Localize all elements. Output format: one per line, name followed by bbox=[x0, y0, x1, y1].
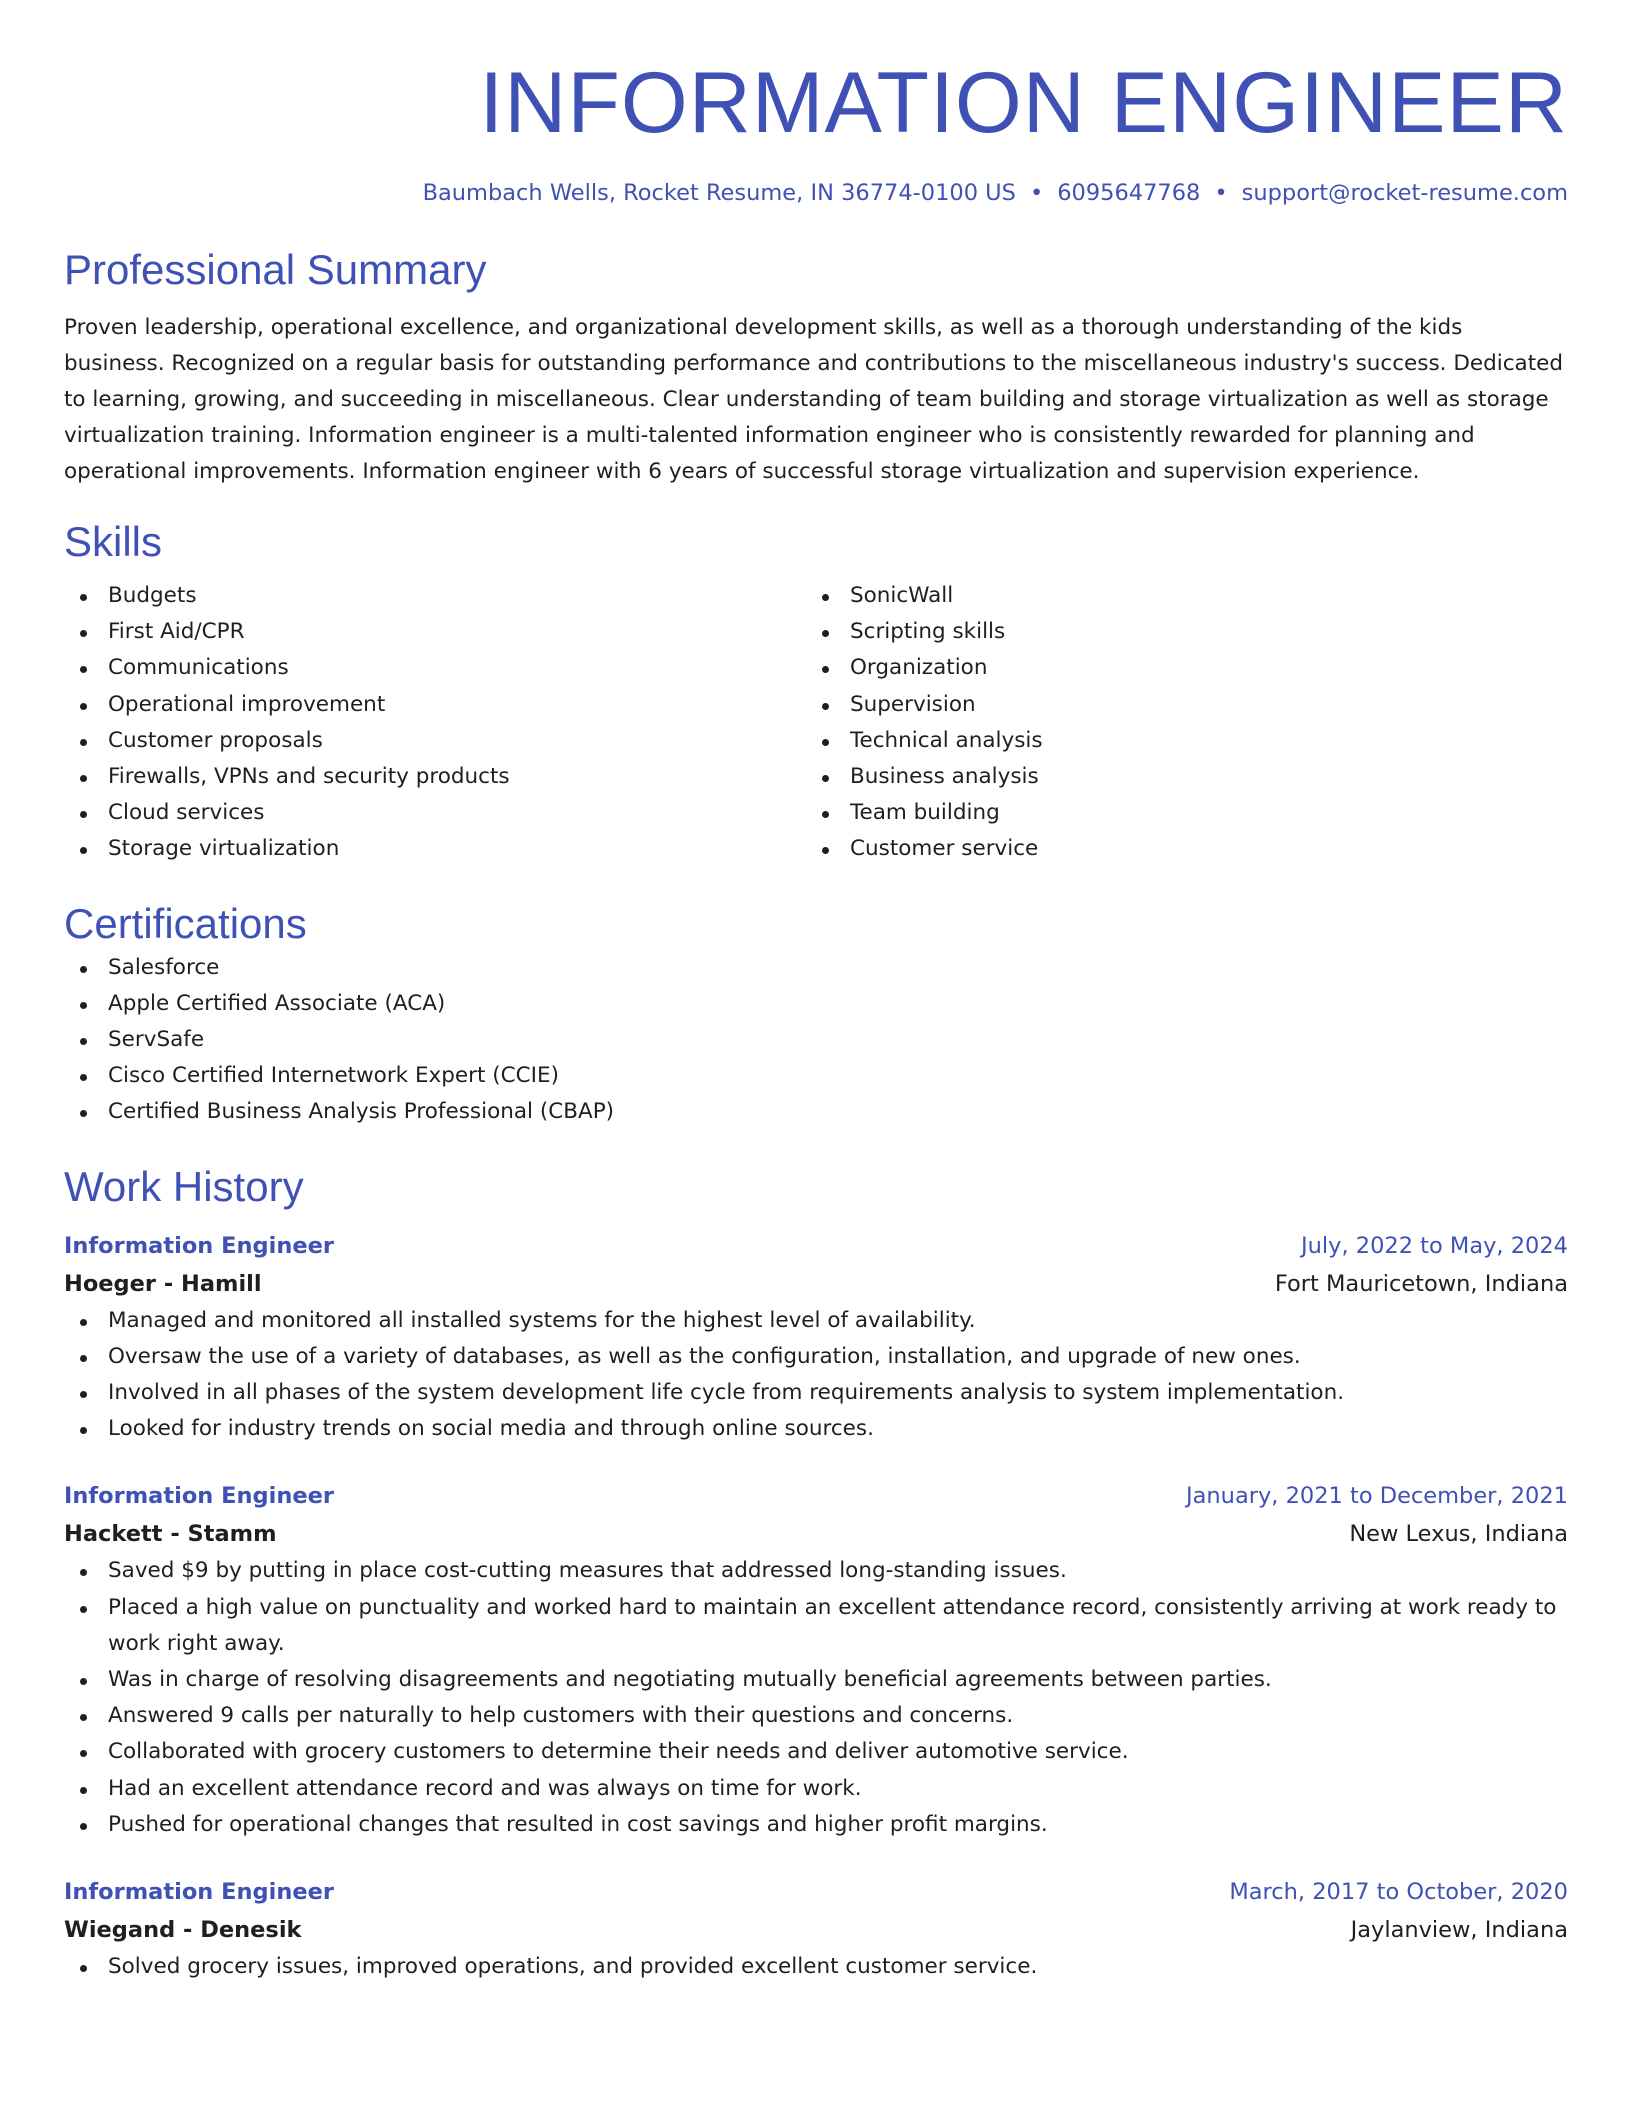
job-bullet: Managed and monitored all installed systems for the highest level of availability. bbox=[64, 1303, 1568, 1339]
skill-item: Scripting skills bbox=[806, 614, 1548, 650]
skill-item: Storage virtualization bbox=[64, 831, 806, 867]
job-company: Wiegand - Denesik bbox=[64, 1917, 302, 1944]
certifications-list bbox=[64, 950, 1568, 1131]
certification-item: Cisco Certified Internetwork Expert (CCIE) bbox=[64, 1058, 1568, 1094]
skills-grid bbox=[64, 578, 1568, 868]
contact-email[interactable]: support@rocket-resume.com bbox=[1241, 180, 1568, 206]
job-bullet: Solved grocery issues, improved operations, and provided excellent customer service. bbox=[64, 1949, 1568, 1985]
skill-item: Customer service bbox=[806, 831, 1548, 867]
contact-separator: • bbox=[1029, 180, 1044, 206]
job-bullets bbox=[64, 1949, 1568, 1985]
skill-item: Organization bbox=[806, 650, 1548, 686]
job-bullet: Was in charge of resolving disagreements and negotiating mutually beneficial agreements between parties. bbox=[64, 1662, 1568, 1698]
job-title: Information Engineer bbox=[64, 1232, 334, 1259]
skill-item: Communications bbox=[64, 650, 806, 686]
job-bullet: Involved in all phases of the system development life cycle from requirements analysis to system implementation. bbox=[64, 1375, 1568, 1411]
job-company-row bbox=[64, 1515, 1568, 1553]
job-bullet: Collaborated with grocery customers to determine their needs and deliver automotive service. bbox=[64, 1734, 1568, 1770]
contact-separator: • bbox=[1214, 180, 1228, 206]
job-bullet: Pushed for operational changes that resulted in cost savings and higher profit margins. bbox=[64, 1807, 1568, 1843]
certification-item: Certified Business Analysis Professional (CBAP) bbox=[64, 1094, 1568, 1130]
resume-title: INFORMATION ENGINEER bbox=[479, 55, 1568, 151]
job-bullet: Had an excellent attendance record and was always on time for work. bbox=[64, 1771, 1568, 1807]
job-entry bbox=[64, 1477, 1568, 1843]
job-company: Hoeger - Hamill bbox=[64, 1270, 262, 1297]
job-company: Hackett - Stamm bbox=[64, 1521, 277, 1548]
job-title: Information Engineer bbox=[64, 1879, 334, 1906]
resume-page bbox=[64, 52, 1568, 1985]
certifications-heading: Certifications bbox=[64, 899, 307, 947]
job-company-row bbox=[64, 1911, 1568, 1949]
summary-text: Proven leadership, operational excellence, and organizational development skills, as well as a thorough understanding of the kids business. Recognized on a regular basis for outstanding performance and contributions to the miscellaneous industry's success. Dedicated to learning, growing, and succeeding in miscellaneous. Clear understanding of team building and storage virtualization as well as storage virtualization training. Information engineer is a multi-talented information engineer who is consistently rewarded for planning and operational improvements. Information engineer with 6 years of successful storage virtualization and supervision experience. bbox=[64, 315, 1564, 484]
job-bullet: Oversaw the use of a variety of databases, as well as the configuration, installation, and upgrade of new ones. bbox=[64, 1339, 1568, 1375]
contact-address: Baumbach Wells, Rocket Resume, IN 36774-0100 US bbox=[422, 180, 1016, 206]
skill-item: Customer proposals bbox=[64, 723, 806, 759]
skill-item: First Aid/CPR bbox=[64, 614, 806, 650]
skills-column-left bbox=[64, 578, 806, 868]
skill-item: Firewalls, VPNs and security products bbox=[64, 759, 806, 795]
skill-item: Team building bbox=[806, 795, 1548, 831]
job-bullets bbox=[64, 1303, 1568, 1448]
certification-item: Salesforce bbox=[64, 950, 1568, 986]
job-bullet: Answered 9 calls per naturally to help customers with their questions and concerns. bbox=[64, 1698, 1568, 1734]
skill-item: Business analysis bbox=[806, 759, 1548, 795]
contact-line bbox=[64, 178, 1568, 208]
job-bullet: Saved $9 by putting in place cost-cutting measures that addressed long-standing issues. bbox=[64, 1553, 1568, 1589]
certification-item: Apple Certified Associate (ACA) bbox=[64, 986, 1568, 1022]
skills-column-right bbox=[806, 578, 1548, 868]
job-dates: March, 2017 to October, 2020 bbox=[1229, 1879, 1568, 1906]
certification-item: ServSafe bbox=[64, 1022, 1568, 1058]
job-header-row bbox=[64, 1227, 1568, 1265]
job-location: Fort Mauricetown, Indiana bbox=[1274, 1270, 1568, 1297]
skill-item: Operational improvement bbox=[64, 687, 806, 723]
skill-item: Technical analysis bbox=[806, 723, 1548, 759]
job-entry bbox=[64, 1873, 1568, 1985]
job-bullet: Placed a high value on punctuality and worked hard to maintain an excellent attendance record, consistently arriving at work ready to work right away. bbox=[64, 1590, 1568, 1662]
job-location: New Lexus, Indiana bbox=[1349, 1521, 1568, 1548]
skills-list-right bbox=[806, 578, 1548, 868]
job-title: Information Engineer bbox=[64, 1483, 334, 1510]
job-dates: January, 2021 to December, 2021 bbox=[1186, 1483, 1568, 1510]
job-header-row bbox=[64, 1873, 1568, 1911]
work-history-heading: Work History bbox=[64, 1162, 304, 1210]
skill-item: Budgets bbox=[64, 578, 806, 614]
job-header-row bbox=[64, 1477, 1568, 1515]
skill-item: Supervision bbox=[806, 687, 1548, 723]
job-bullets bbox=[64, 1553, 1568, 1843]
contact-phone[interactable]: 6095647768 bbox=[1057, 180, 1201, 206]
skill-item: Cloud services bbox=[64, 795, 806, 831]
job-location: Jaylanview, Indiana bbox=[1350, 1917, 1568, 1944]
job-dates: July, 2022 to May, 2024 bbox=[1300, 1232, 1568, 1259]
job-company-row bbox=[64, 1265, 1568, 1303]
job-bullet: Looked for industry trends on social media and through online sources. bbox=[64, 1411, 1568, 1447]
skill-item: SonicWall bbox=[806, 578, 1548, 614]
skills-list-left bbox=[64, 578, 806, 868]
skills-heading: Skills bbox=[64, 518, 163, 565]
job-entry bbox=[64, 1227, 1568, 1448]
summary-heading: Professional Summary bbox=[64, 246, 487, 293]
